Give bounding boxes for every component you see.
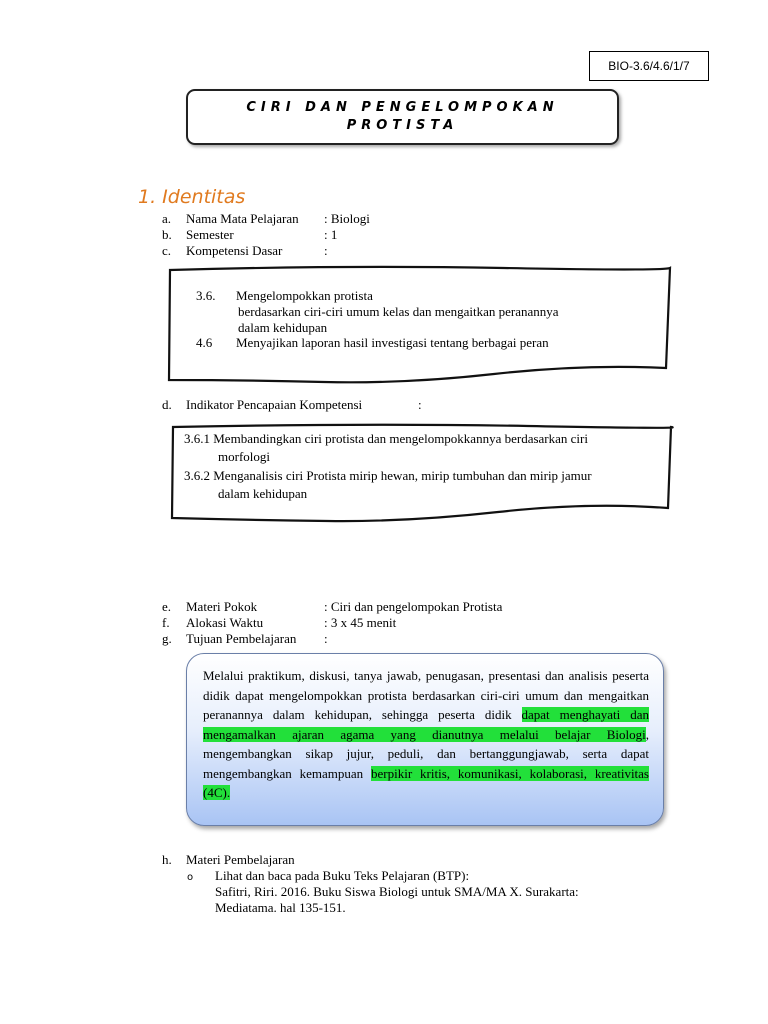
kd-item-3-6-line2: berdasarkan ciri-ciri umum kelas dan mengaitkan peranannya xyxy=(238,304,559,319)
identity-label: Nama Mata Pelajaran xyxy=(186,211,299,226)
materi-item-title: Lihat dan baca pada Buku Teks Pelajaran (BTP): xyxy=(215,868,470,883)
indikator-3-6-2-line2: dalam kehidupan xyxy=(218,486,308,501)
highlight-religious: dapat menghayati dan mengamalkan ajaran agama yang dianutnya melalui belajar Biologi xyxy=(203,707,649,742)
identity-row-f: f. Alokasi Waktu : 3 x 45 menit xyxy=(162,615,397,630)
bullet-icon: o xyxy=(187,872,194,883)
identity-row-h: h. Materi Pembelajaran xyxy=(162,852,295,867)
identity-label: Semester xyxy=(186,227,234,242)
identity-value: Biologi xyxy=(330,211,370,226)
identity-label: Materi Pembelajaran xyxy=(186,852,295,867)
kd-item-3-6-line3: dalam kehidupan xyxy=(238,320,328,335)
identity-label: Materi Pokok xyxy=(186,599,258,614)
identity-sep: : xyxy=(324,227,331,242)
identity-sep: : xyxy=(324,631,328,646)
identity-sep: : xyxy=(324,599,331,614)
identity-label: Indikator Pencapaian Kompetensi xyxy=(186,397,363,412)
document-code: BIO-3.6/4.6/1/7 xyxy=(589,51,709,81)
identity-sep: : xyxy=(324,243,328,258)
indikator-3-6-1-line2: morfologi xyxy=(218,449,270,464)
identity-row-g: g. Tujuan Pembelajaran : xyxy=(162,631,328,646)
identity-row-d: d. Indikator Pencapaian Kompetensi : xyxy=(162,397,422,412)
section-heading-identitas: 1. Identitas xyxy=(138,186,246,208)
indikator-3-6-2: 3.6.2 Menganalisis ciri Protista mirip hewan, mirip tumbuhan dan mirip jamur xyxy=(184,468,592,483)
title-line-1: CIRI DAN PENGELOMPOKAN xyxy=(246,100,559,115)
identity-sep: : xyxy=(324,211,331,226)
highlight-4c: berpikir kritis, komunikasi, kolaborasi, kreativitas (4C). xyxy=(203,765,649,800)
identity-label: Kompetensi Dasar xyxy=(186,243,283,258)
identity-value: 3 x 45 menit xyxy=(330,615,397,630)
identity-sep: : xyxy=(418,397,422,412)
indikator-3-6-1: 3.6.1 Membandingkan ciri protista dan mengelompokkannya berdasarkan ciri xyxy=(184,431,588,446)
identity-row-a: a. Nama Mata Pelajaran : Biologi xyxy=(162,211,370,226)
identity-row-c: c. Kompetensi Dasar : xyxy=(162,243,328,258)
identity-label: Tujuan Pembelajaran xyxy=(186,631,297,646)
identity-row-e: e. Materi Pokok : Ciri dan pengelompokan Protista xyxy=(162,599,503,614)
identity-value: Ciri dan pengelompokan Protista xyxy=(330,599,503,614)
materi-reference-line1: Safitri, Riri. 2016. Buku Siswa Biologi untuk SMA/MA X. Surakarta: xyxy=(215,884,579,899)
tujuan-box xyxy=(186,653,664,826)
materi-reference-line2: Mediatama. hal 135-151. xyxy=(215,900,346,915)
kd-item-3-6: 3.6. Mengelompokkan protista xyxy=(196,288,373,303)
identity-label: Alokasi Waktu xyxy=(186,615,264,630)
identity-sep: : xyxy=(324,615,331,630)
title-line-2: PROTISTA xyxy=(346,118,459,133)
tujuan-paragraph: Melalui praktikum, diskusi, tanya jawab, penugasan, presentasi dan analisis peserta didik dapat mengelompokkan protista berdasarkan ciri-ciri umum dan mengaitkan peranannya dalam kehidupan, sehingga peserta didik dapat menghayati dan mengamalkan ajaran agama yang dianutnya melalui belajar Biologi, mengembangkan sikap jujur, peduli, dan bertanggungjawab, serta dapat mengembangkan kemampuan berpikir kritis, komunikasi, kolaborasi, kreativitas (4C). xyxy=(203,668,649,800)
identity-row-b: b. Semester : 1 xyxy=(162,227,338,242)
identity-value: 1 xyxy=(330,227,338,242)
title-box xyxy=(186,89,619,145)
kd-item-4-6: 4.6 Menyajikan laporan hasil investigasi tentang berbagai peran xyxy=(196,335,549,350)
